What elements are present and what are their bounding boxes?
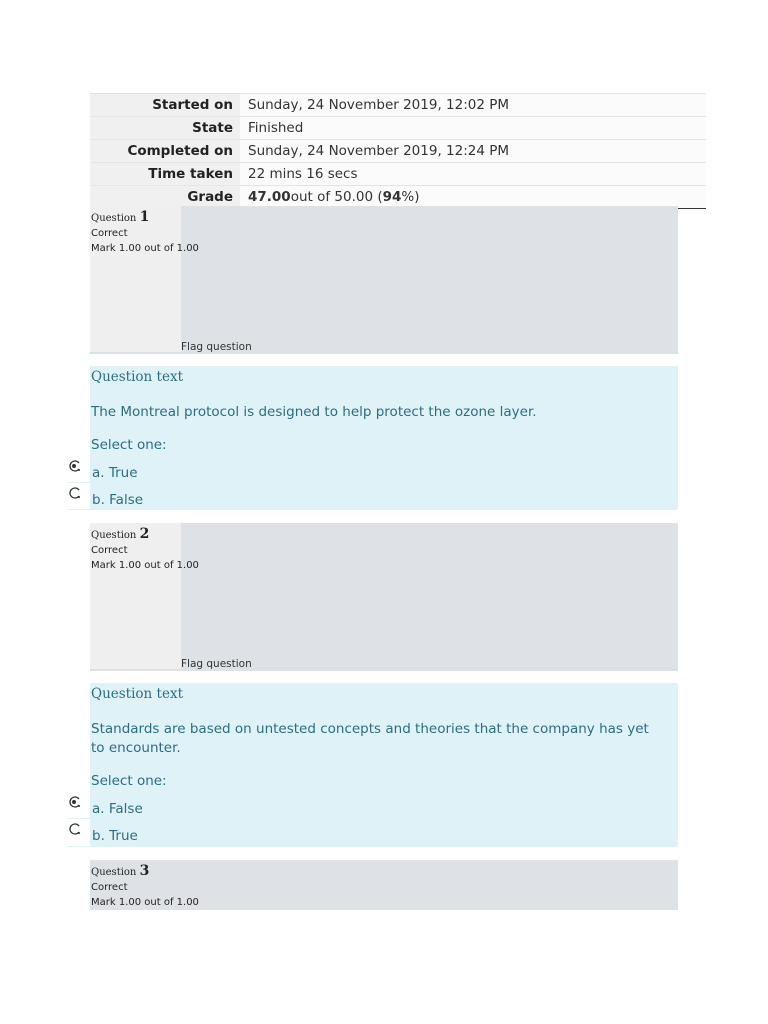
option-divider [67,482,678,483]
question-text-heading: Question text [91,369,183,385]
question-text: Standards are based on untested concepts and theories that the company has yet to encounter. [91,721,649,756]
question-number: Question 1 [91,209,150,225]
question-1-content [90,366,678,510]
option-divider [67,818,678,819]
grade-end: %) [401,189,420,205]
question-meta [91,863,199,911]
answer-option-b[interactable]: b. True [92,828,138,844]
question-number: Question 3 [91,863,150,879]
summary-row-completed-on [90,140,706,163]
flag-question-link[interactable]: Flag question [181,341,252,353]
select-one-label: Select one: [91,437,167,453]
radio-selected-icon[interactable] [68,459,82,473]
summary-label: Completed on [90,140,240,162]
question-2-info [90,523,678,671]
summary-value: Sunday, 24 November 2019, 12:02 PM [240,94,706,116]
radio-unselected-icon[interactable] [68,486,82,500]
grade-middle: out of 50.00 ( [290,189,383,205]
question-1-info [90,206,678,354]
summary-label: Started on [90,94,240,116]
answer-option-a[interactable]: a. False [92,801,143,817]
radio-selected-icon[interactable] [68,795,82,809]
question-3-info [90,860,678,910]
summary-row-state [90,117,706,140]
summary-label: Time taken [90,163,240,185]
answer-option-b[interactable]: b. False [92,492,144,508]
question-meta [91,526,199,574]
question-mark: Mark 1.00 out of 1.00 [91,897,199,908]
summary-row-started-on [90,94,706,117]
select-one-label: Select one: [91,773,167,789]
question-status: Correct [91,545,128,556]
question-text: The Montreal protocol is designed to help protect the ozone layer. [91,404,537,420]
grade-percent: 94 [382,189,402,205]
grade-value [240,186,706,208]
summary-value: Sunday, 24 November 2019, 12:24 PM [240,140,706,162]
radio-unselected-icon[interactable] [68,822,82,836]
flag-question-link[interactable]: Flag question [181,658,252,670]
summary-row-time-taken [90,163,706,186]
summary-value: 22 mins 16 secs [240,163,706,185]
option-divider [67,509,678,510]
attempt-summary-table [90,93,706,209]
question-mark: Mark 1.00 out of 1.00 [91,243,199,254]
question-text-heading: Question text [91,686,183,702]
question-status: Correct [91,882,128,893]
question-status: Correct [91,228,128,239]
summary-label: Grade [90,186,240,208]
question-2-content [90,683,678,846]
grade-score: 47.00 [248,189,291,205]
question-mark: Mark 1.00 out of 1.00 [91,560,199,571]
option-divider [67,846,678,847]
question-meta [91,209,199,257]
summary-label: State [90,117,240,139]
answer-option-a[interactable]: a. True [92,465,138,481]
summary-value: Finished [240,117,706,139]
question-number: Question 2 [91,526,150,542]
